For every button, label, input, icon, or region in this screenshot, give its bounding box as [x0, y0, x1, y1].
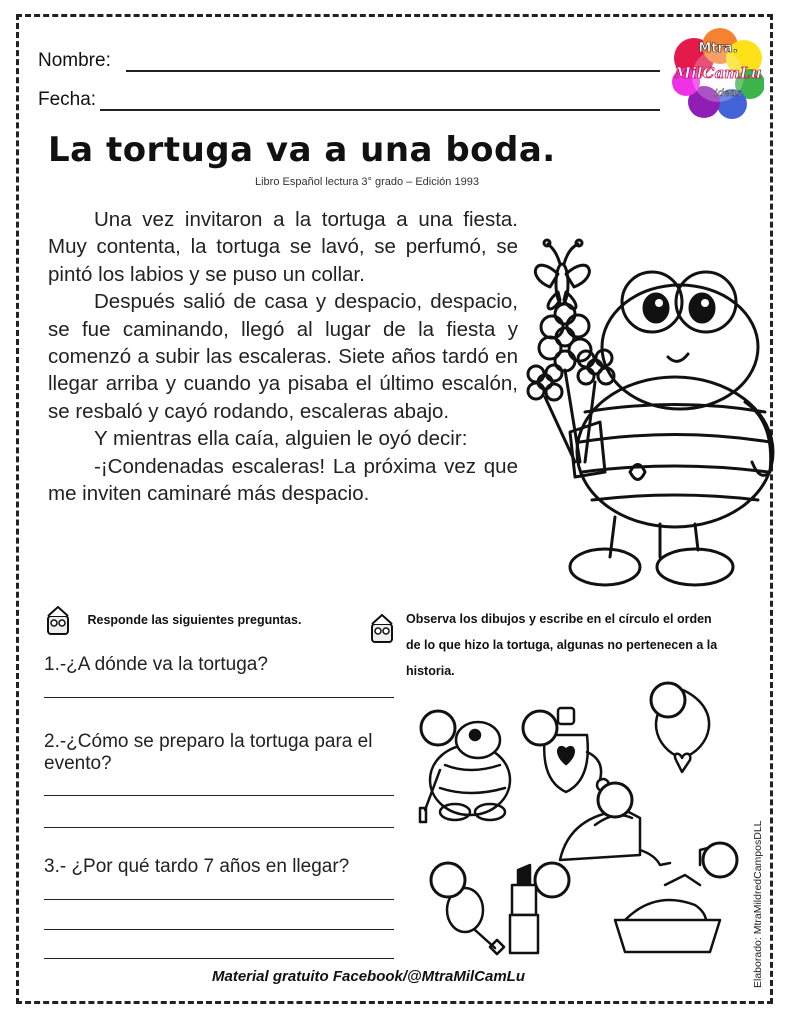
story-text	[48, 206, 518, 507]
order-circle	[421, 711, 455, 745]
flower-bouquet-icon	[528, 304, 614, 477]
hand-mirror-icon	[447, 888, 504, 954]
ordering-pictures	[400, 680, 770, 965]
name-row	[38, 50, 111, 72]
answer-line[interactable]	[44, 697, 394, 698]
questions-instruction: Responde las siguientes preguntas.	[87, 613, 302, 628]
order-circle	[535, 863, 569, 897]
order-circle	[703, 843, 737, 877]
date-label: Fecha:	[38, 89, 97, 110]
logo-line2: MilCamLu	[674, 64, 762, 82]
order-circle	[523, 711, 557, 745]
pencil-character-icon	[44, 606, 72, 636]
butterfly-icon	[535, 240, 589, 309]
question-2: 2.-¿Cómo se preparo la tortuga para el evento?	[44, 731, 373, 774]
mtra-milcamlu-logo	[672, 28, 764, 120]
questions-section	[44, 606, 399, 636]
name-line[interactable]	[126, 70, 660, 72]
question-1: 1.-¿A dónde va la tortuga?	[44, 654, 268, 675]
answer-line[interactable]	[44, 929, 394, 930]
story-source: Libro Español lectura 3° grado – Edición 1993	[255, 176, 479, 188]
story-paragraph: -¡Condenadas escaleras! La próxima vez que me inviten caminaré más despacio.	[48, 454, 518, 506]
question-3: 3.- ¿Por qué tardo 7 años en llegar?	[44, 856, 350, 877]
logo-line3: Ideas	[714, 88, 742, 99]
questions-instruction-row	[44, 606, 399, 636]
story-paragraph: Una vez invitaron a la tortuga a una fiesta. Muy contenta, la tortuga se lavó, se perfumó, se pintó los labios y se puso un collar.	[48, 208, 518, 286]
footer-credit: Material gratuito Facebook/@MtraMilCamLu	[212, 968, 526, 985]
answer-line[interactable]	[44, 958, 394, 959]
answer-line[interactable]	[44, 827, 394, 828]
pencil-character-icon	[368, 614, 396, 644]
story-paragraph: Después salió de casa y despacio, despacio, se fue caminando, llegó al lugar de la fiesta y comenzó a subir las escaleras. Siete años tardó en llegar arriba y cuando ya pisaba el último escalón, se resbaló y cayó rodando, escaleras abajo.	[48, 290, 518, 423]
story-paragraph: Y mientras ella caía, alguien le oyó decir:	[94, 427, 468, 451]
order-circle	[431, 863, 465, 897]
turtle-with-flowers-illustration	[520, 232, 775, 592]
story-title: La tortuga va a una boda.	[48, 130, 556, 170]
date-line[interactable]	[100, 109, 660, 111]
answer-line[interactable]	[44, 899, 394, 900]
logo-line1: Mtra.	[698, 41, 738, 56]
answer-line[interactable]	[44, 795, 394, 796]
order-circle	[651, 683, 685, 717]
name-label: Nombre:	[38, 50, 111, 71]
side-credit: Elaborado: MtraMildredCamposDLL	[752, 820, 764, 988]
order-circle	[598, 783, 632, 817]
order-instruction: Observa los dibujos y escribe en el círculo el orden de lo que hizo la tortuga, algunas no pertenecen a la historia.	[406, 612, 718, 678]
date-row	[38, 89, 96, 111]
